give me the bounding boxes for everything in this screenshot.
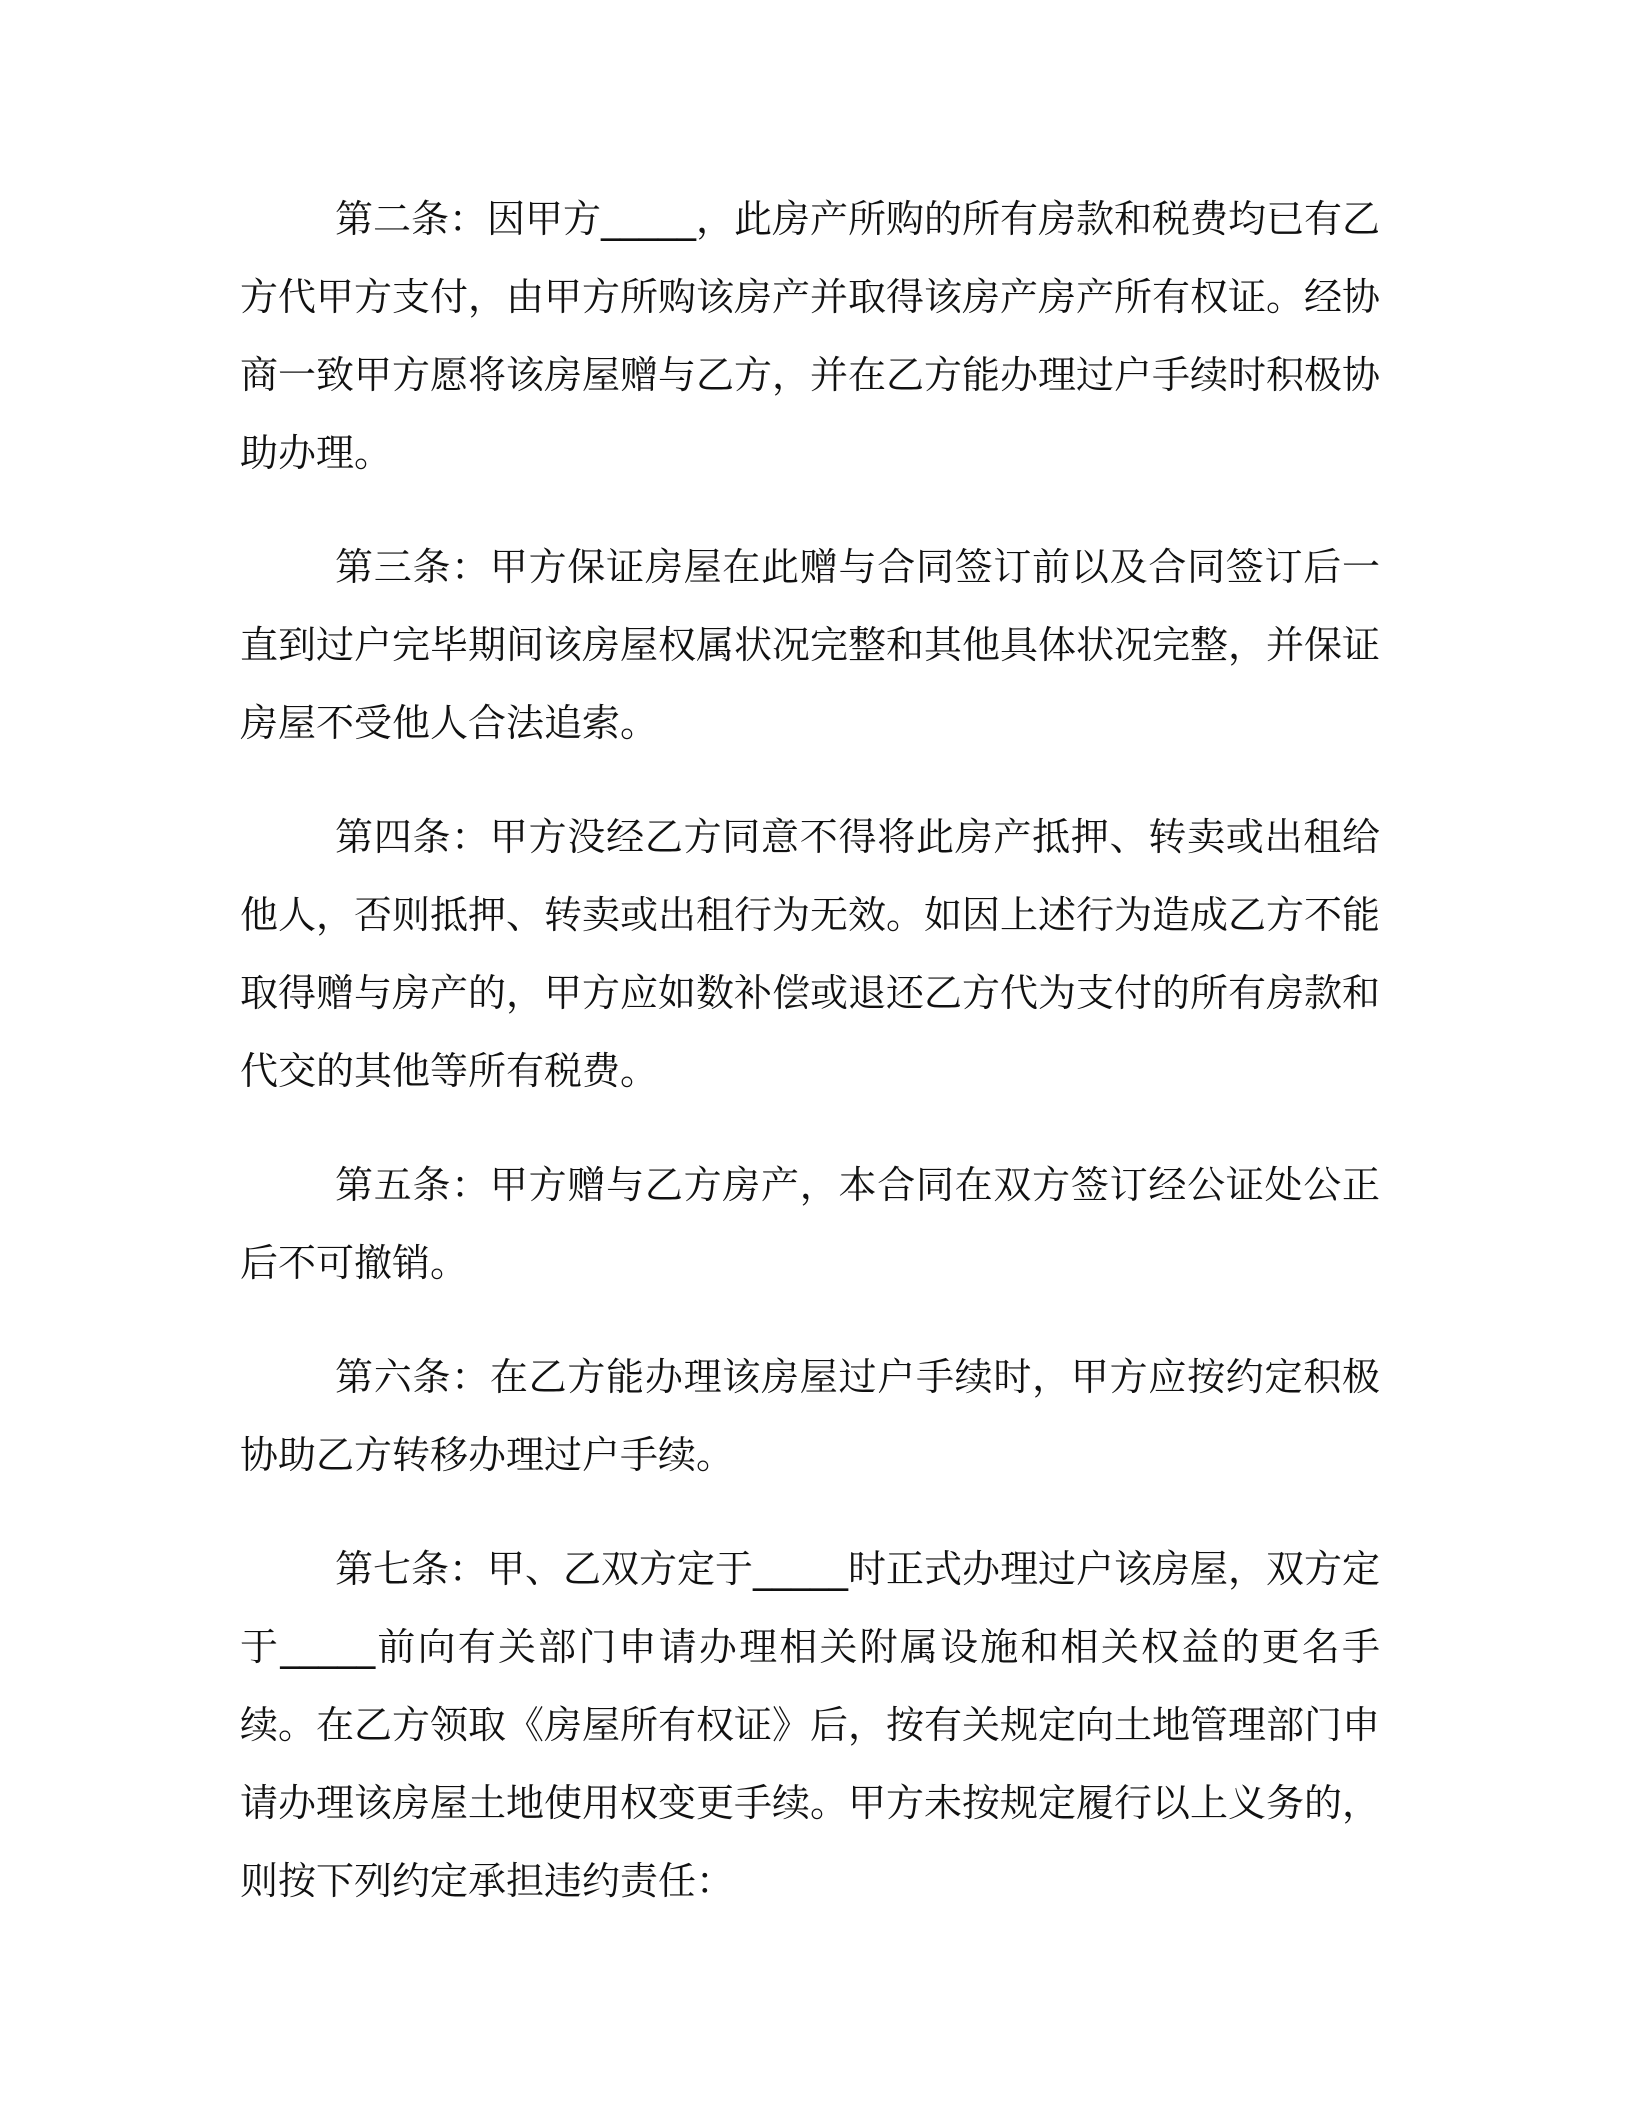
- clause-3: 第三条：甲方保证房屋在此赠与合同签订前以及合同签订后一直到过户完毕期间该房屋权属状况完整和其他具体状况完整，并保证房屋不受他人合法追索。: [240, 545, 1381, 745]
- clause-7: 第七条：甲、乙双方定于_____时正式办理过户该房屋，双方定于_____前向有关部门申请办理相关附属设施和相关权益的更名手续。在乙方领取《房屋所有权证》后，按有关规定向土地管理部门申请办理该房屋土地使用权变更手续。甲方未按规定履行以上义务的，则按下列约定承担违约责任：: [240, 1547, 1381, 1903]
- clause-5: 第五条：甲方赠与乙方房产，本合同在双方签订经公证处公正后不可撤销。: [240, 1163, 1380, 1285]
- document-body: [240, 180, 1380, 1956]
- clause-6: 第六条：在乙方能办理该房屋过户手续时，甲方应按约定积极协助乙方转移办理过户手续。: [240, 1355, 1380, 1477]
- clause-4: 第四条：甲方没经乙方同意不得将此房产抵押、转卖或出租给他人，否则抵押、转卖或出租行为无效。如因上述行为造成乙方不能取得赠与房产的，甲方应如数补偿或退还乙方代为支付的所有房款和代交的其他等所有税费。: [240, 815, 1381, 1093]
- clause-2: 第二条：因甲方_____，此房产所购的所有房款和税费均已有乙方代甲方支付，由甲方所购该房产并取得该房产房产所有权证。经协商一致甲方愿将该房屋赠与乙方，并在乙方能办理过户手续时积极协助办理。: [240, 197, 1381, 475]
